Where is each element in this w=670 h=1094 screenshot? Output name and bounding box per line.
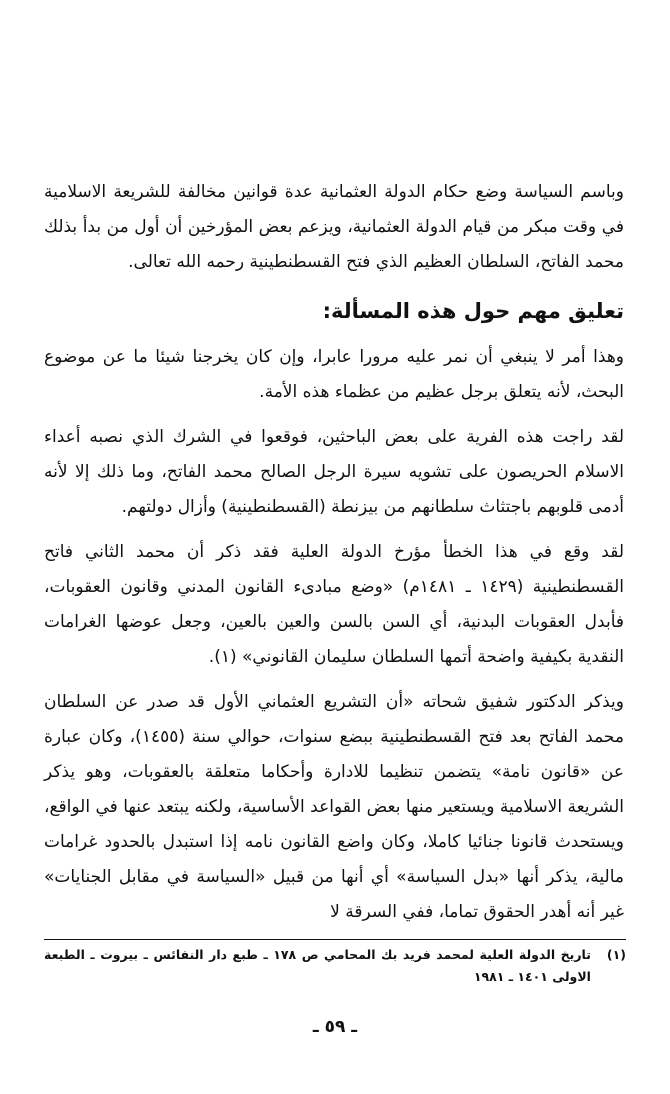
paragraph-4: لقد وقع في هذا الخطأ مؤرخ الدولة العلية فقد ذكر أن محمد الثاني فاتح القسطنطينية (١٤٢٩ ـ ١٤٨١م) «وضع مبادىء القانون المدني وقانون العقوبات، فأبدل العقوبات البدنية، أي السن بالسن والعين بالعين، وجعل عوضها الغرامات النقدية بكيفية واضحة أتمها السلطان سليمان القانوني» (١). — [44, 542, 624, 667]
main-text — [44, 175, 624, 930]
paragraph-5: ويذكر الدكتور شفيق شحاته «أن التشريع العثماني الأول قد صدر عن السلطان محمد الفاتح بعد فتح القسطنطينية ببضع سنوات، حوالي سنة (١٤٥٥)، وكان عبارة عن «قانون نامة» يتضمن تنظيما للادارة وأحكاما متعلقة بالعقوبات، وهو يذكر الشريعة الاسلامية ويستعير منها بعض القواعد الأساسية، ولكنه يبتعد عنها في الواقع، ويستحدث قانونا جنائيا كاملا، وكان واضع القانون نامه إذا استبدل بالحدود غرامات مالية، يذكر أنها «بدل السياسة» أي أنها من قبيل «السياسة في مقابل الجنايات» غير أنه أهدر الحقوق تماما، ففي السرقة لا — [44, 692, 625, 922]
section-heading: تعليق مهم حول هذه المسألة: — [322, 299, 624, 323]
footnote-marker: (١) — [606, 947, 626, 962]
paragraph-3: لقد راجت هذه الفرية على بعض الباحثين، فوقعوا في الشرك الذي نصبه أعداء الاسلام الحريصون على تشويه سيرة الرجل الصالح محمد الفاتح، وما ذلك إلا لأنه أدمى قلوبهم باجتثاث سلطانهم من بيزنطة (القسطنطينية) وأزال دولتهم. — [44, 427, 624, 517]
footnote-divider — [44, 939, 626, 940]
paragraph-1: وباسم السياسة وضع حكام الدولة العثمانية عدة قوانين مخالفة للشريعة الاسلامية في وقت مبكر من قيام الدولة العثمانية، ويزعم بعض المؤرخين أن أول من بدأ بذلك محمد الفاتح، السلطان العظيم الذي فتح القسطنطينية رحمه الله تعالى. — [44, 182, 624, 272]
footnote-text: تاريخ الدولة العلية لمحمد فريد بك المحامي ص ١٧٨ ـ طبع دار النفائس ـ بيروت ـ الطبعة الاولى ١٤٠١ ـ ١٩٨١ — [44, 947, 591, 984]
page-number: ـ ٥٩ ـ — [312, 1017, 358, 1037]
footnote — [44, 944, 626, 988]
paragraph-2: وهذا أمر لا ينبغي أن نمر عليه مرورا عابرا، وإن كان يخرجنا شيئا ما عن موضوع البحث، لأنه يتعلق برجل عظيم من عظماء هذه الأمة. — [44, 347, 624, 402]
